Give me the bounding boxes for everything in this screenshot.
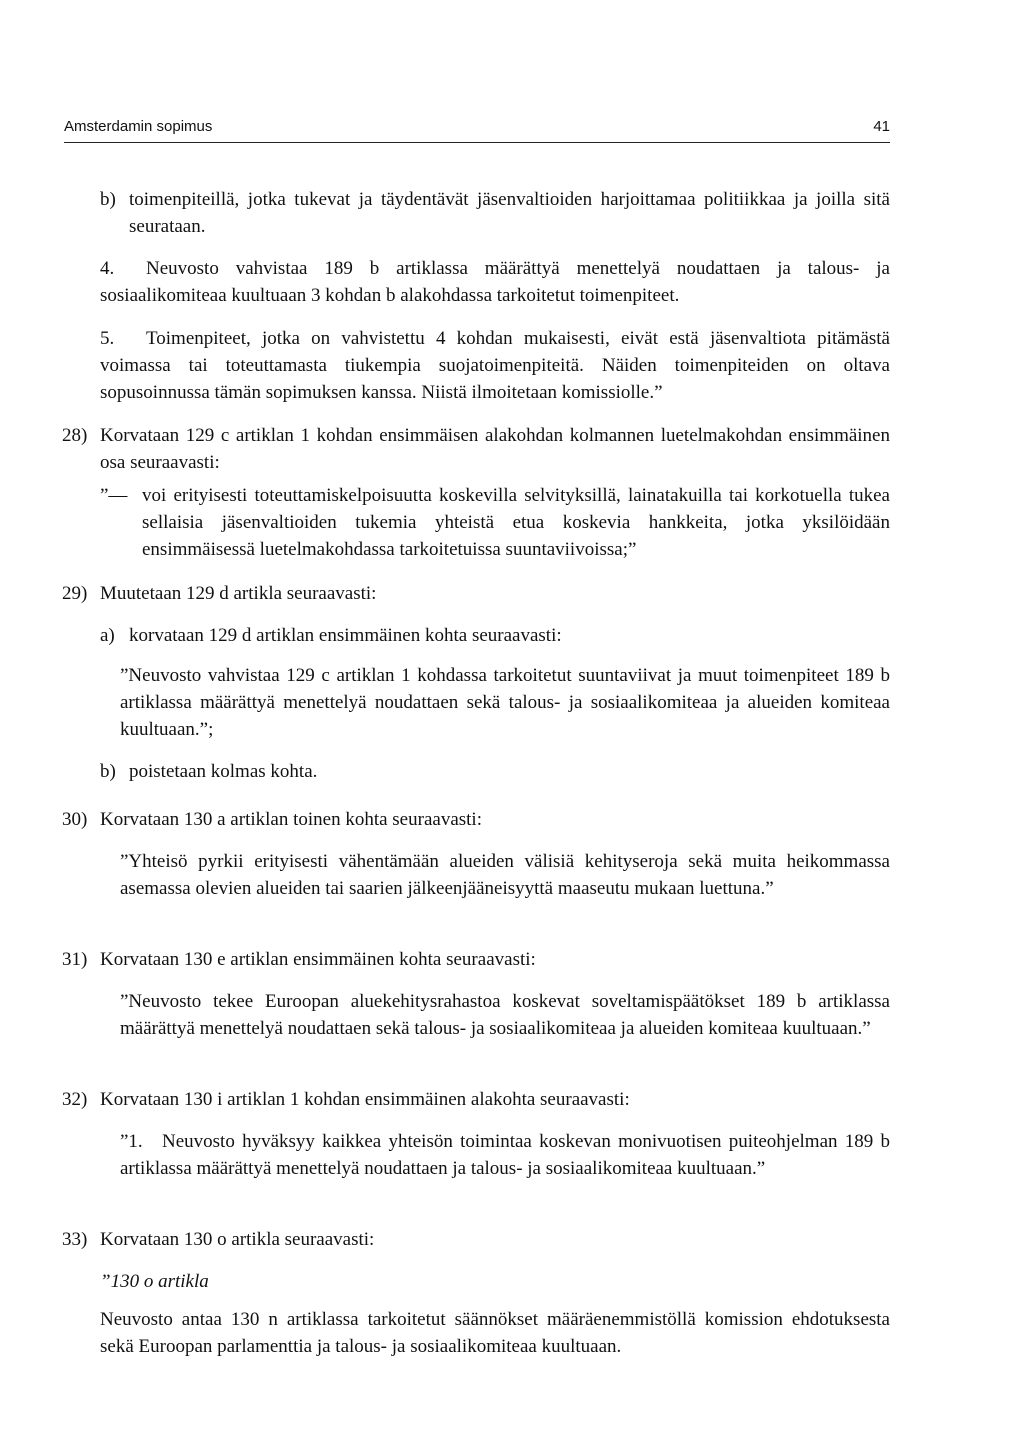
item-text: Korvataan 130 o artikla seuraavasti: (100, 1229, 375, 1250)
quote-marker: ”1. (120, 1131, 143, 1152)
paragraph-text: Toimenpiteet, jotka on vahvistettu 4 kohdan mukaisesti, eivät estä jäsenvaltiota pitämästä voimassa tai toteuttamasta tiukempia suojatoimenpiteitä. Näiden toimenpiteiden on oltava sopusoinnussa tämän sopimuksen kanssa. Niistä ilmoitetaan komissiolle.” (100, 328, 890, 403)
item-number: 29) (62, 583, 88, 604)
article-heading: ”130 o artikla (100, 1271, 209, 1292)
item-text: Korvataan 130 i artiklan 1 kohdan ensimmäinen alakohta seuraavasti: (100, 1089, 630, 1110)
list-item-text: toimenpiteillä, jotka tukevat ja täydentävät jäsenvaltioiden harjoittamaa politiikkaa ja joilla sitä seurataan. (129, 189, 890, 237)
list-item-text: poistetaan kolmas kohta. (129, 761, 318, 782)
item-number: 32) (62, 1089, 88, 1110)
paragraph-text: Neuvosto vahvistaa 189 b artiklassa määrättyä menettelyä noudattaen ja talous- ja sosiaalikomiteaa kuultuaan 3 kohdan b alakohdassa tarkoitetut toimenpiteet. (100, 258, 890, 306)
quoted-text: ”Neuvosto vahvistaa 129 c artiklan 1 kohdassa tarkoitetut suuntaviivat ja muut toimenpiteet 189 b artiklassa määrättyä menettelyä noudattaen sekä talous- ja sosiaalikomiteaa ja alueiden komiteaa kuultuaan.”; (120, 665, 890, 740)
list-marker: a) (100, 625, 115, 646)
quoted-paragraph (120, 1128, 890, 1182)
quoted-text: voi erityisesti toteuttamiskelpoisuutta koskevilla selvityksillä, lainatakuilla tai korkotuella tukea sellaisia jäsenvaltioiden tukemia yhteistä etua koskevia hankkeita, jotka yksilöidään ensimmäisessä luetelmakohdassa tarkoitetuissa suuntaviivoissa;” (142, 485, 890, 560)
item-text: Korvataan 130 a artiklan toinen kohta seuraavasti: (100, 809, 482, 830)
running-title: Amsterdamin sopimus (64, 118, 213, 135)
page-header (64, 112, 890, 143)
quoted-text: Neuvosto hyväksyy kaikkea yhteisön toimintaa koskevan monivuotisen puiteohjelman 189 b artiklassa määrättyä menettelyä noudattaen ja talous- ja sosiaalikomiteaa kuultuaan.” (120, 1131, 890, 1179)
item-number: 31) (62, 949, 88, 970)
list-item-text: korvataan 129 d artiklan ensimmäinen kohta seuraavasti: (129, 625, 562, 646)
quote-marker: ”— (100, 485, 128, 506)
item-number: 30) (62, 809, 88, 830)
item-number: 28) (62, 425, 88, 446)
item-text: Korvataan 129 c artiklan 1 kohdan ensimmäisen alakohdan kolmannen luetelmakohdan ensimmäinen osa seuraavasti: (100, 425, 890, 473)
item-text: Muutetaan 129 d artikla seuraavasti: (100, 583, 377, 604)
item-number: 33) (62, 1229, 88, 1250)
paragraph-marker: 4. (100, 258, 115, 279)
list-marker: b) (100, 189, 116, 210)
article-paragraph: Neuvosto antaa 130 n artiklassa tarkoitetut säännökset määräenemmistöllä komission ehdotuksesta sekä Euroopan parlamenttia ja talous- ja sosiaalikomiteaa kuultuaan. (100, 1309, 890, 1357)
paragraph-marker: 5. (100, 328, 115, 349)
page-number: 41 (873, 118, 890, 135)
paragraph-5 (100, 325, 890, 406)
quoted-text: ”Yhteisö pyrkii erityisesti vähentämään alueiden välisiä kehityseroja sekä muita heikommassa asemassa olevien alueiden tai saarien jälkeenjääneisyyttä maaseutu mukaan luettuna.” (120, 851, 890, 899)
item-text: Korvataan 130 e artiklan ensimmäinen kohta seuraavasti: (100, 949, 536, 970)
list-marker: b) (100, 761, 116, 782)
paragraph-4 (100, 255, 890, 309)
quoted-text: ”Neuvosto tekee Euroopan aluekehitysrahastoa koskevat soveltamispäätökset 189 b artiklassa määrättyä menettelyä noudattaen sekä talous- ja sosiaalikomiteaa ja alueiden komiteaa kuultuaan.” (120, 991, 890, 1039)
